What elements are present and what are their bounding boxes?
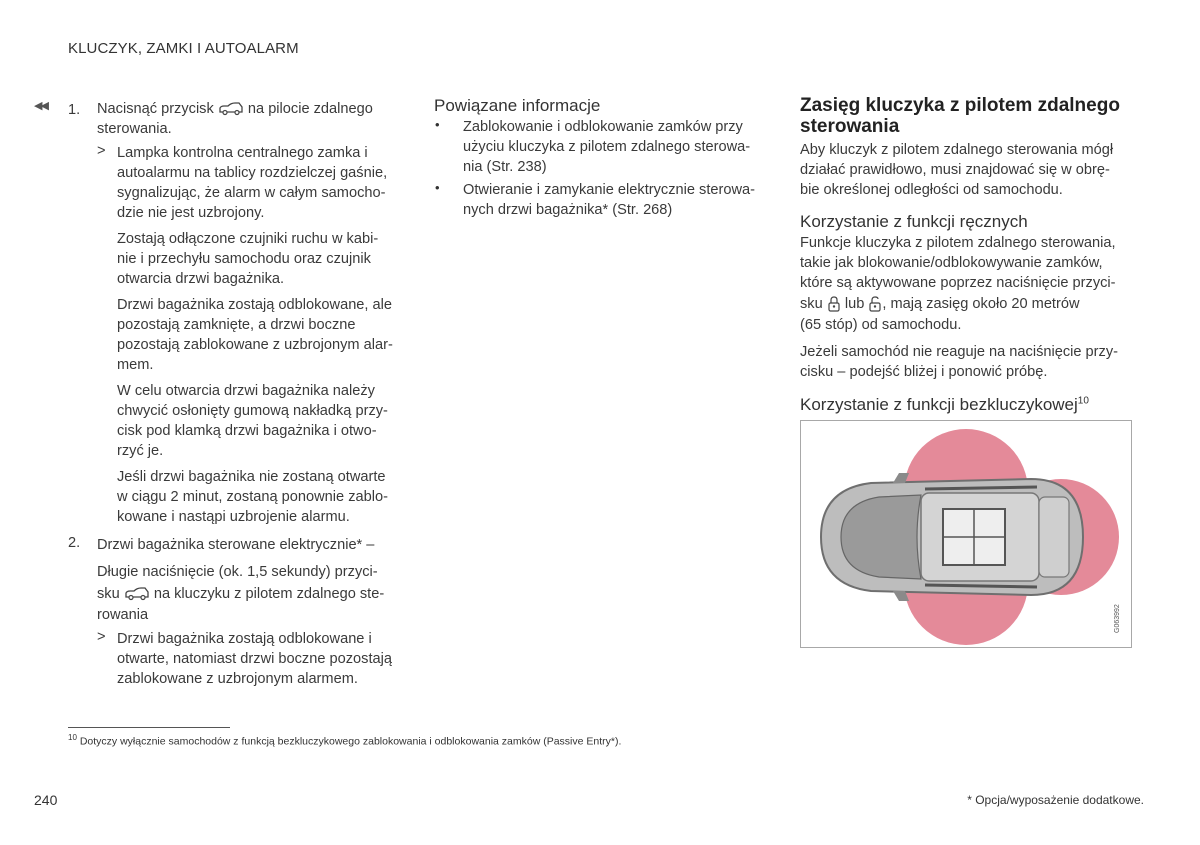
step-2-line4: rowania xyxy=(97,607,149,623)
result-marker: > xyxy=(97,629,106,645)
paragraph-relock: Jeśli drzwi bagażnika nie zostaną otwarte w ciągu 2 minut, zostaną ponownie zablo- kowane i nastąpi uzbrojenie alarmu. xyxy=(117,469,388,525)
result-marker: > xyxy=(97,143,106,159)
footnote-divider xyxy=(68,727,230,728)
continuation-marker-icon: ◀◀ xyxy=(34,100,47,112)
related-info-heading: Powiązane informacje xyxy=(434,96,601,115)
tailgate-button-icon xyxy=(218,102,244,116)
result-2: Drzwi bagażnika zostają odblokowane i otwarte, natomiast drzwi boczne pozostają zablokowane z uzbrojonym alarmem. xyxy=(117,631,392,687)
figure-code: G063992 xyxy=(1114,604,1121,633)
paragraph-open-tailgate: W celu otwarcia drzwi bagażnika należy chwycić osłonięty gumową nakładką przy- cisk pod klamką drzwi bagażnika i otwo- rzyć je. xyxy=(117,383,388,459)
manual-functions-heading: Korzystanie z funkcji ręcznych xyxy=(800,212,1028,231)
keyless-heading: Korzystanie z funkcji bezkluczykowej$^{10}$ xyxy=(800,395,1089,414)
paragraph-sensors: Zostają odłączone czujniki ruchu w kabi- nie i przechyłu samochodu oraz czujnik otwarcia drzwi bagażnika. xyxy=(117,231,379,287)
no-reaction-text: Jeżeli samochód nie reaguje na naciśnięcie przy- cisku – podejść bliżej i ponowić próbę. xyxy=(800,344,1118,380)
keyless-range-illustration xyxy=(801,421,1131,647)
step-2-number: 2. xyxy=(68,535,81,551)
result-1: Lampka kontrolna centralnego zamka i autoalarmu na tablicy rozdzielczej gaśnie, sygnalizując, że alarm w całym samocho- dzie nie jest uzbrojony. xyxy=(117,145,388,221)
footnote-ref[interactable]: 10 xyxy=(1077,395,1089,407)
car-top-view xyxy=(821,473,1083,601)
step-2-text: Drzwi bagażnika sterowane elektrycznie* – xyxy=(97,537,375,553)
option-note: * Opcja/wyposażenie dodatkowe. xyxy=(967,793,1144,807)
bullet: • xyxy=(435,180,440,195)
bullet: • xyxy=(435,117,440,132)
step-2-line3: sku na kluczyku z pilotem zdalnego ste- xyxy=(97,586,385,602)
tailgate-button-icon xyxy=(124,587,150,601)
range-intro: Aby kluczyk z pilotem zdalnego sterowania mógł działać prawidłowo, musi znajdować się w obrę- bie określonej odległości od samochodu. xyxy=(800,142,1114,198)
paragraph-tailgate-unlocked: Drzwi bagażnika zostają odblokowane, ale pozostają zamknięte, a drzwi boczne pozostają zablokowane z uzbrojonym alar- mem. xyxy=(117,297,393,373)
lock-icon xyxy=(827,295,841,313)
unlock-icon xyxy=(868,295,882,313)
step-1-number: 1. xyxy=(68,102,81,118)
keyless-range-figure xyxy=(800,420,1132,648)
page-number: 240 xyxy=(34,792,58,808)
step-1-text: Nacisnąć przycisk na pilocie zdalnego xyxy=(97,101,373,117)
manual-functions-text: Funkcje kluczyka z pilotem zdalnego sterowania, takie jak blokowanie/odblokowywanie zamków, które są aktywowane poprzez naciśnięcie przyci- sku lub , mają zasięg około 20 metrów (65 stóp) od samochodu. xyxy=(800,235,1116,333)
related-link-1[interactable]: Zablokowanie i odblokowanie zamków przy użyciu kluczyka z pilotem zdalnego sterowa- nia (Str. 238) xyxy=(463,119,751,175)
step-1-text-cont: sterowania. xyxy=(97,121,172,137)
range-title: Zasięg kluczyka z pilotem zdalnego sterowania xyxy=(800,95,1120,137)
footnote: $^{10}$ Dotyczy wyłącznie samochodów z funkcją bezkluczykowego zablokowania i odblokowania zamków (Passive Entry*). xyxy=(68,733,622,748)
related-link-2[interactable]: Otwieranie i zamykanie elektrycznie sterowa- nych drzwi bagażnika* (Str. 268) xyxy=(463,182,755,218)
section-header: KLUCZYK, ZAMKI I AUTOALARM xyxy=(68,40,299,57)
step-2-line2: Długie naciśnięcie (ok. 1,5 sekundy) przyci- xyxy=(97,564,378,580)
